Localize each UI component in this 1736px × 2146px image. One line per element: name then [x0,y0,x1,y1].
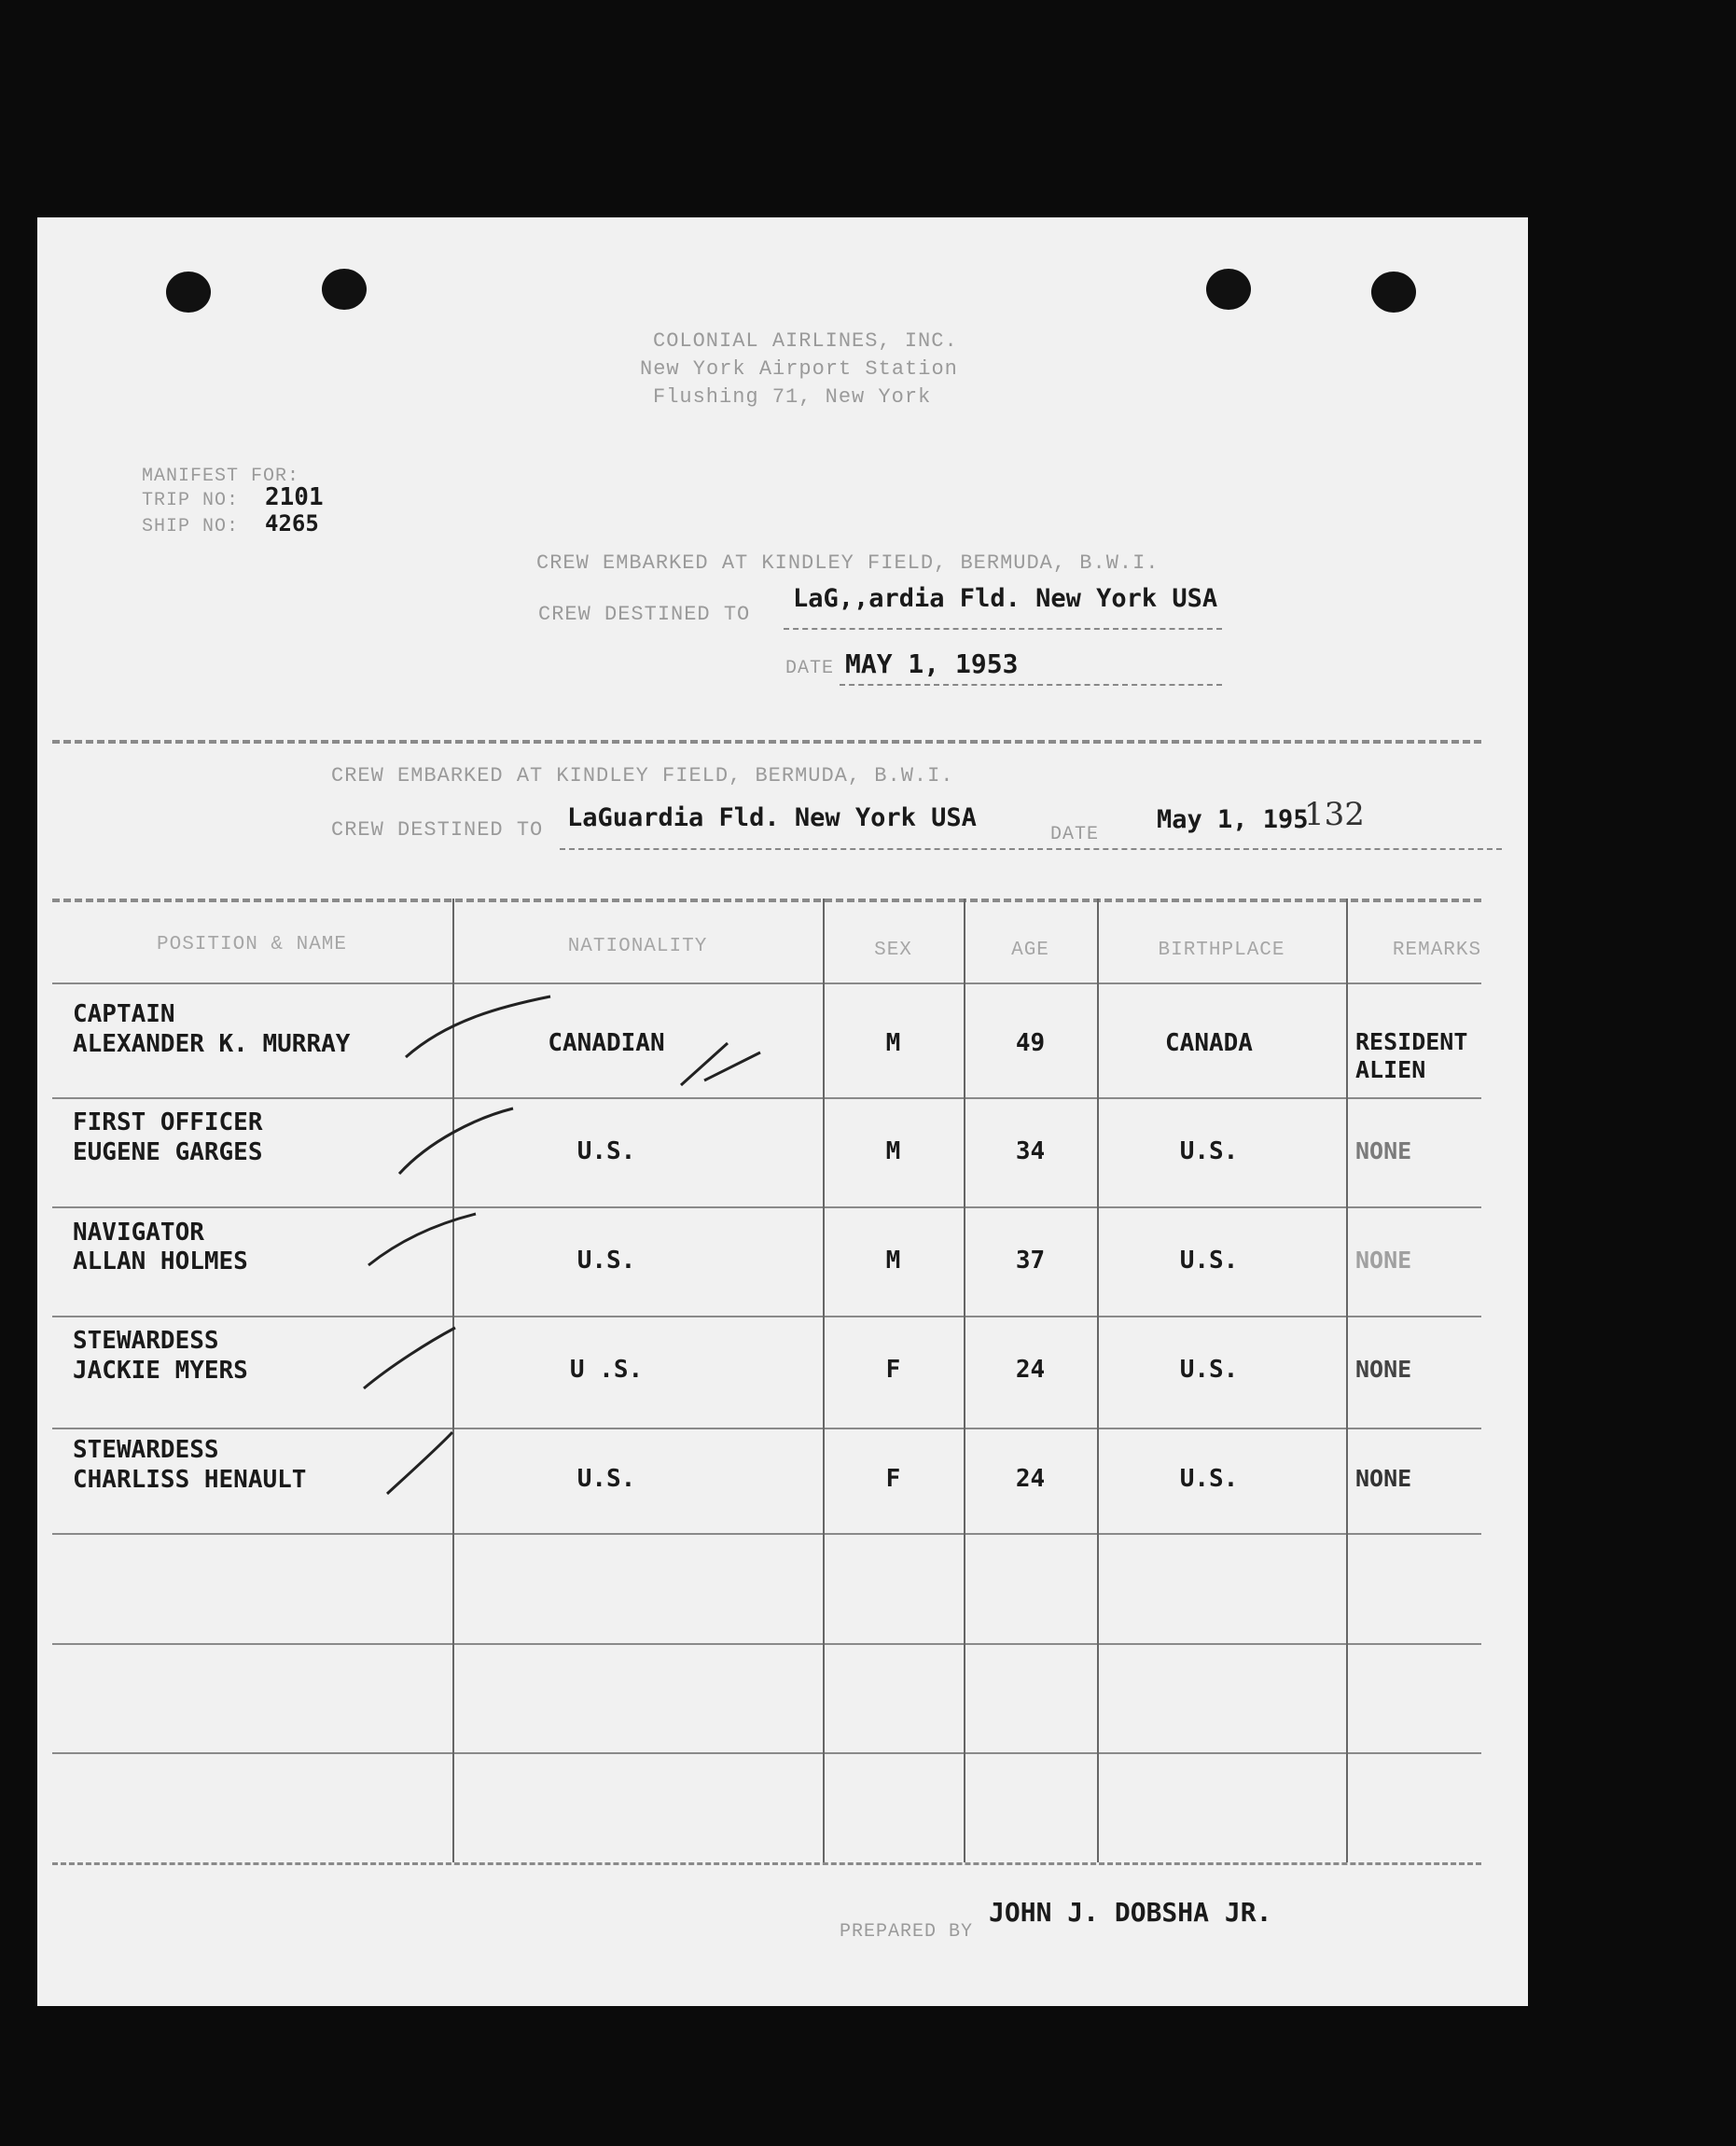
table-row-name: ALLAN HOLMES [73,1247,248,1275]
header-birthplace: BIRTHPLACE [1158,940,1285,961]
check-marks [37,217,1528,2006]
table-row-name: EUGENE GARGES [73,1138,263,1166]
top-destined-label: CREW DESTINED TO [538,603,751,626]
table-row-birthplace: U.S. [1179,1356,1239,1384]
letterhead-company: COLONIAL AIRLINES, INC. [653,329,958,353]
second-embarked: CREW EMBARKED AT KINDLEY FIELD, BERMUDA, B.W.I. [331,764,954,787]
table-row-birthplace: CANADA [1165,1029,1253,1057]
table-row-age: 24 [1015,1356,1046,1384]
table-row-age: 24 [1015,1465,1046,1493]
table-row-sex: F [885,1356,901,1384]
table-row-position: STEWARDESS [73,1327,219,1355]
manifest-page [37,217,1528,2006]
table-row-remarks: NONE [1355,1247,1412,1274]
top-date-label: DATE [785,658,835,679]
table-row-position: STEWARDESS [73,1436,219,1464]
top-embarked: CREW EMBARKED AT KINDLEY FIELD, BERMUDA, B.W.I. [536,551,1160,575]
table-row-remarks: NONE [1355,1137,1412,1164]
table-row-nationality: CANADIAN [548,1029,665,1057]
second-destined-value: LaGuardia Fld. New York USA [567,803,977,832]
top-destined-value: LaG,,ardia Fld. New York USA [793,584,1218,613]
table-row-remarks: NONE [1355,1465,1412,1492]
table-row-birthplace: U.S. [1179,1247,1239,1275]
table-row-sex: M [885,1247,901,1275]
prepared-by-label: PREPARED BY [840,1921,974,1943]
prepared-by-name: JOHN J. DOBSHA JR. [989,1897,1272,1928]
table-row-name: CHARLISS HENAULT [73,1466,307,1494]
table-row-name: JACKIE MYERS [73,1357,248,1385]
table-row-nationality: U.S. [576,1465,636,1493]
table-row-age: 49 [1015,1029,1046,1057]
table-row-age: 34 [1015,1137,1046,1165]
second-date-value: May 1, 195 [1157,805,1309,834]
table-row-nationality: U.S. [576,1247,636,1275]
table-row-age: 37 [1015,1247,1046,1275]
header-nationality: NATIONALITY [567,936,708,957]
table-row-birthplace: U.S. [1179,1137,1239,1165]
table-row-birthplace: U.S. [1179,1465,1239,1493]
table-row-sex: M [885,1137,901,1165]
header-age: AGE [1011,940,1049,961]
header-remarks: REMARKS [1392,940,1482,961]
ship-number: 4265 [265,510,319,536]
table-row-name: ALEXANDER K. MURRAY [73,1030,351,1058]
handwritten-page-number: 132 [1304,796,1365,833]
table-row-nationality: U.S. [576,1137,636,1165]
header-position-name: POSITION & NAME [156,934,348,955]
second-date-label: DATE [1050,824,1100,845]
table-row-position: CAPTAIN [73,1000,175,1028]
table-row-nationality: U .S. [569,1356,644,1384]
letterhead-address: Flushing 71, New York [653,385,932,409]
table-row-remarks-2: ALIEN [1355,1056,1426,1083]
header-sex: SEX [874,940,912,961]
table-row-sex: M [885,1029,901,1057]
second-destined-label: CREW DESTINED TO [331,818,544,842]
ship-label: SHIP NO: [142,516,240,537]
manifest-label: MANIFEST FOR: [142,466,300,487]
table-row-remarks: NONE [1355,1356,1412,1383]
top-date-value: MAY 1, 1953 [845,648,1019,679]
table-row-position: NAVIGATOR [73,1219,204,1247]
letterhead-station: New York Airport Station [640,357,958,381]
trip-number: 2101 [265,483,324,511]
table-row-sex: F [885,1465,901,1493]
table-row-remarks: RESIDENT [1355,1028,1468,1055]
trip-label: TRIP NO: [142,490,240,511]
table-row-position: FIRST OFFICER [73,1108,263,1136]
